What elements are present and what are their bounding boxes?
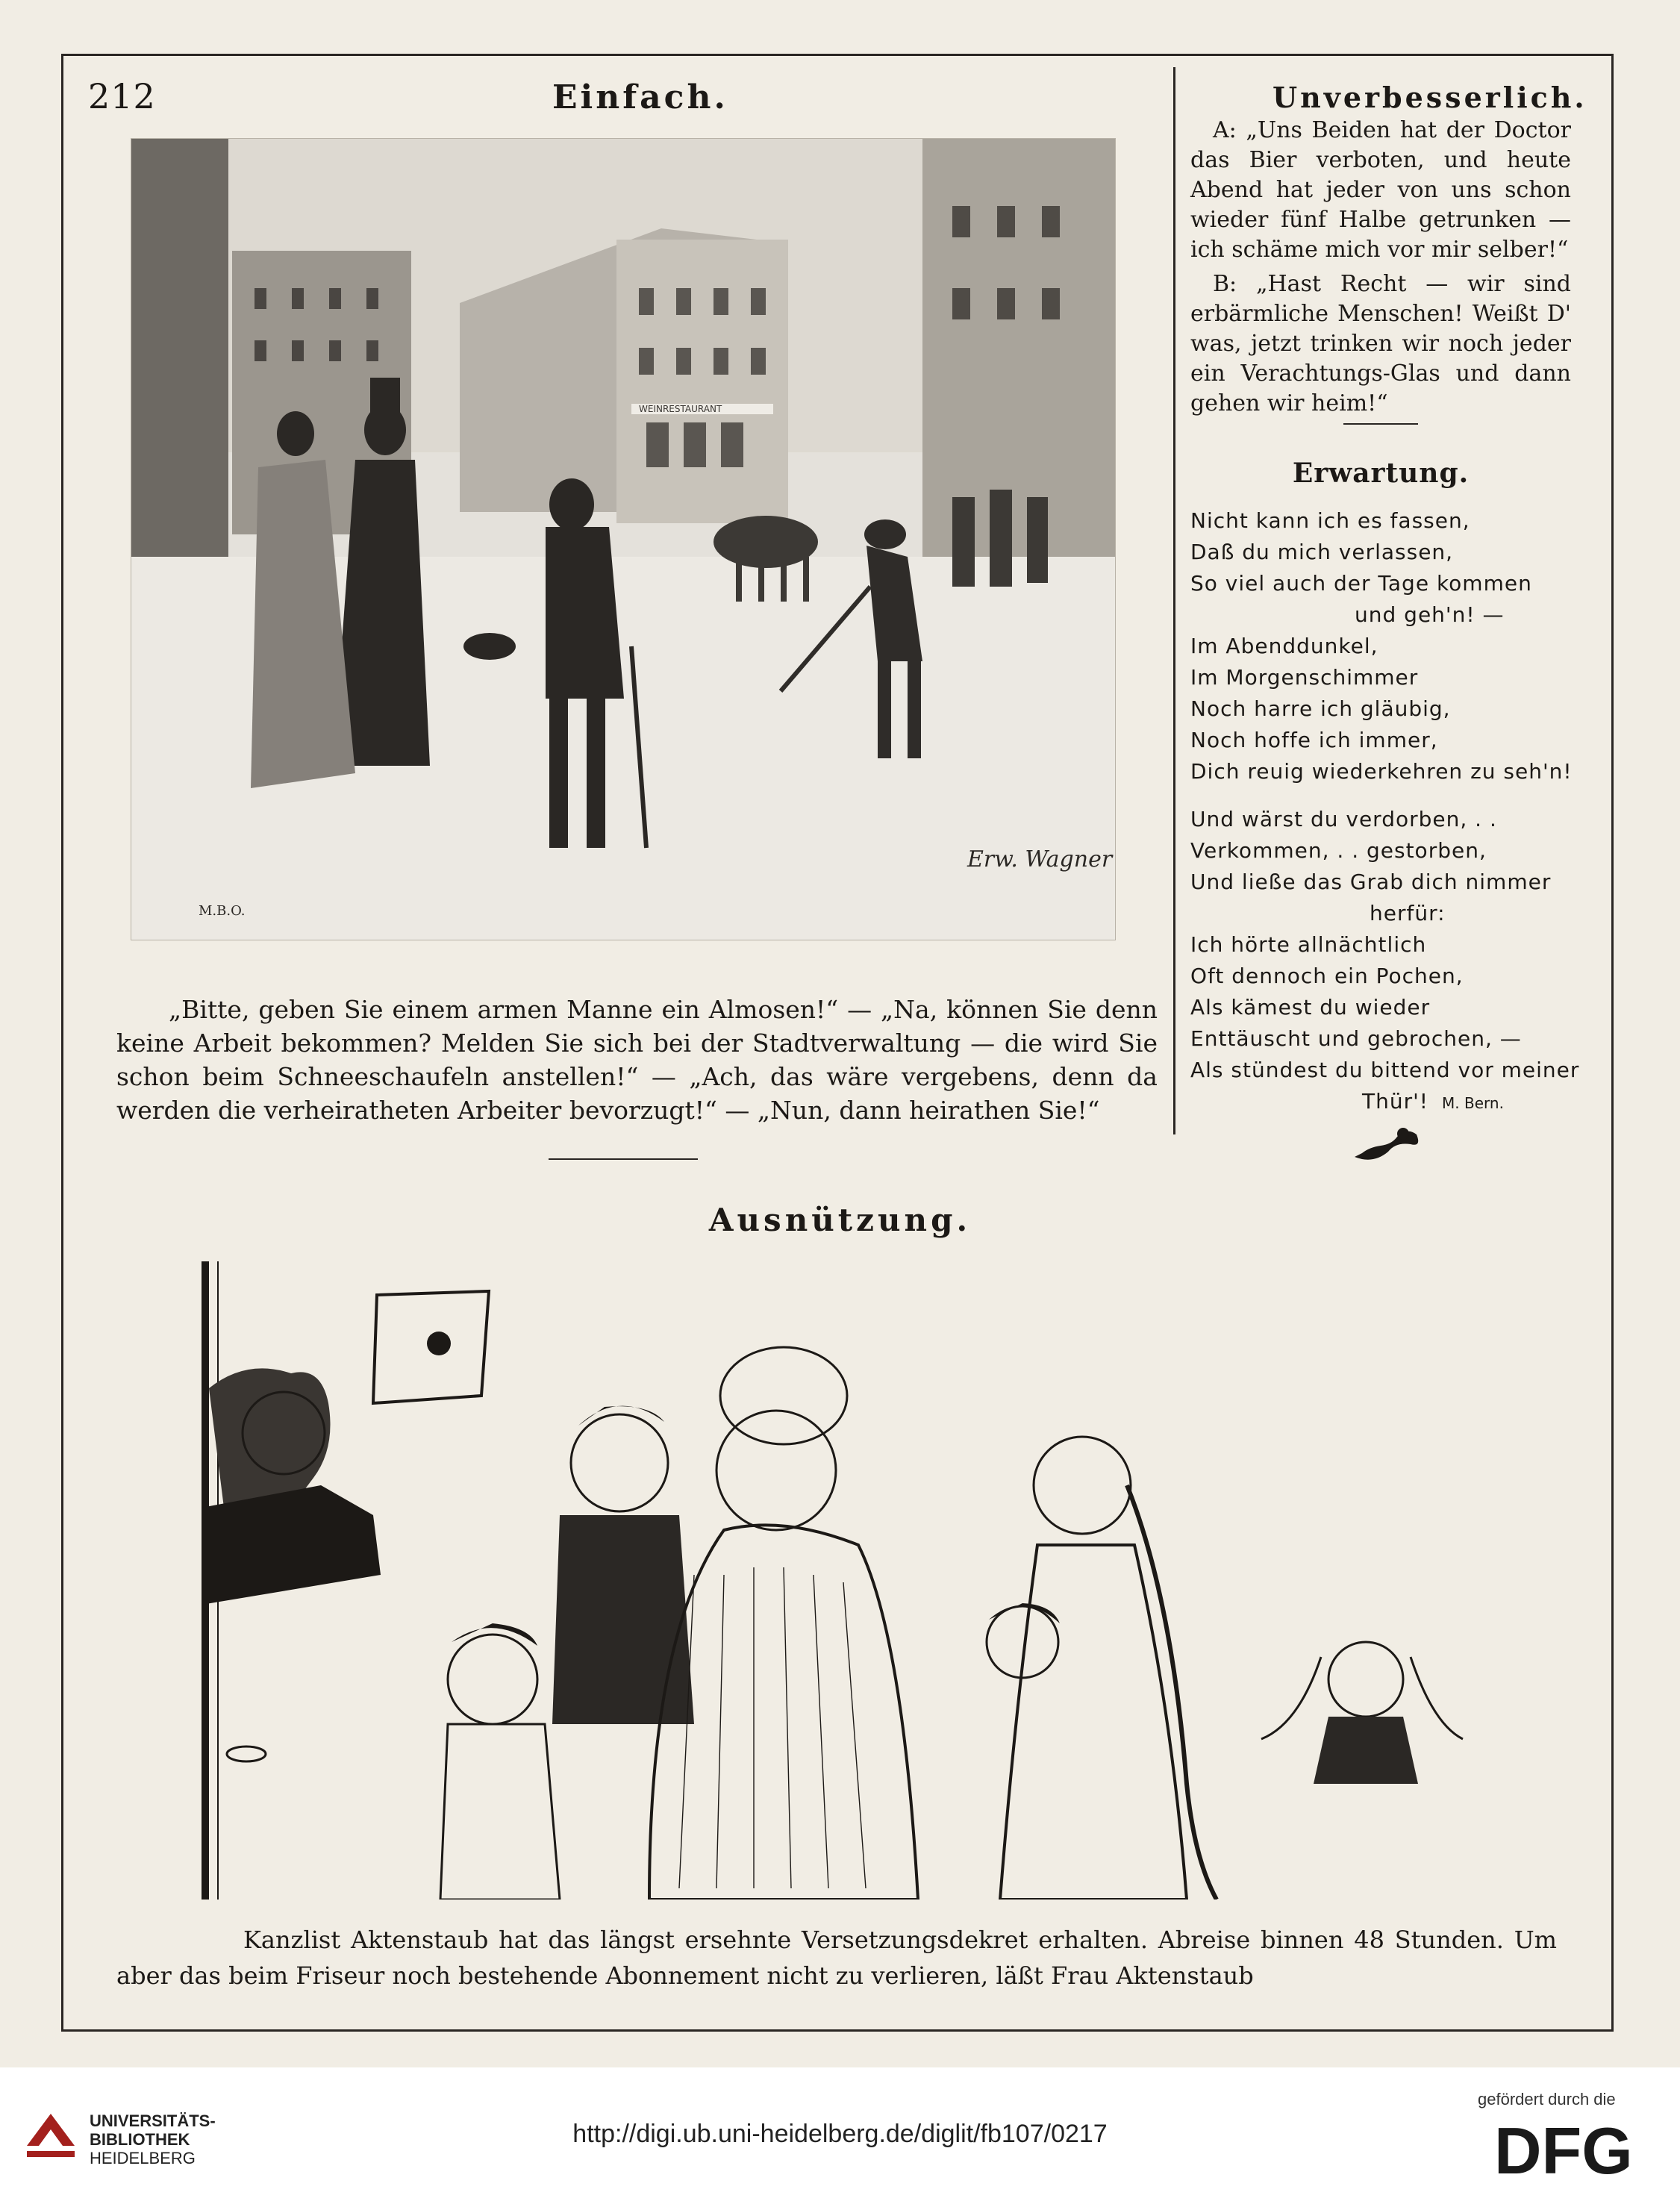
caption-paragraph: Kanzlist Aktenstaub hat das längst ersehnte Versetzungsdekret erhalten. Abreise binnen 48 Stunden. Um aber das beim Friseur noch bestehende Abonnement nicht zu verlieren, läßt Frau Aktenstaub: [116, 1926, 1557, 1990]
poem-line: Daß du mich verlassen,: [1190, 540, 1454, 564]
section-separator: [549, 1158, 698, 1160]
poem-line: Oft dennoch ein Pochen,: [1190, 964, 1464, 988]
poem-line: Noch hoffe ich immer,: [1190, 728, 1438, 752]
second-illustration-title: Ausnützung.: [708, 1202, 972, 1238]
building-sign: WEINRESTAURANT: [639, 404, 722, 414]
artist-signature: Erw. Wagner: [967, 846, 1113, 873]
caption-ausnuetzung: [116, 1922, 1557, 1994]
dialogue-b: B: „Hast Recht — wir sind erbärmliche Menschen! Weißt D' was, jetzt trinken wir noch jeder ein Verachtungs-Glas und dann gehen wir heim!“: [1190, 271, 1571, 416]
flourish-ornament-icon: [1351, 1123, 1425, 1168]
poem-line: So viel auch der Tage kommen: [1190, 571, 1532, 596]
poem-line: Als stündest du bittend vor meiner: [1190, 1058, 1580, 1082]
poem-erwartung: [1190, 505, 1580, 1119]
poem-line: herfür:: [1370, 901, 1446, 925]
poem-line: Und ließe das Grab dich nimmer: [1190, 870, 1552, 894]
poem-line: und geh'n! —: [1355, 602, 1505, 627]
poem-line: Nicht kann ich es fassen,: [1190, 508, 1470, 533]
poem-title: Erwartung.: [1292, 458, 1470, 489]
funding-note: gefördert durch die: [1478, 2090, 1616, 2108]
poem-line: Ich hörte allnächtlich: [1190, 932, 1427, 957]
family-scene-illustration: [202, 1261, 1508, 1900]
column-title: Unverbesserlich.: [1273, 81, 1587, 114]
poem-line: Als kämest du wieder: [1190, 995, 1431, 1020]
poem-line: Enttäuscht und gebrochen, —: [1190, 1026, 1522, 1051]
poem-line: Verkommen, . . gestorben,: [1190, 838, 1487, 863]
library-name-line: HEIDELBERG: [90, 2149, 196, 2167]
right-column: [1190, 112, 1580, 1119]
street-scene-illustration: [131, 138, 1116, 940]
poem-line: Noch harre ich gläubig,: [1190, 696, 1451, 721]
section-rule: [1343, 423, 1418, 425]
column-divider: [1173, 67, 1175, 1134]
poem-line: Thür'!: [1362, 1089, 1429, 1114]
artist-monogram: M.B.O.: [199, 903, 246, 919]
poem-last-line: [1190, 1086, 1571, 1119]
poem-author: M. Bern.: [1442, 1094, 1504, 1112]
dfg-logo-text: DFG: [1494, 2114, 1633, 2181]
poem-line: Im Morgenschimmer: [1190, 665, 1419, 690]
digital-library-link[interactable]: http://digi.ub.uni-heidelberg.de/diglit/fb107/0217: [572, 2120, 1108, 2148]
poem-line: Und wärst du verdorben, . .: [1190, 807, 1497, 831]
library-name-line: BIBLIOTHEK: [90, 2130, 190, 2149]
page-number: 212: [88, 76, 156, 116]
library-name-line: UNIVERSITÄTS-: [90, 2111, 216, 2130]
caption-einfach: [116, 993, 1158, 1127]
dfg-logo-icon: [1494, 2114, 1643, 2181]
poem-line: Dich reuig wiederkehren zu seh'n!: [1190, 759, 1573, 784]
illustration-title: Einfach.: [552, 78, 728, 116]
dialogue-a: A: „Uns Beiden hat der Doctor das Bier verboten, und heute Abend hat jeder von uns schon wieder fünf Halbe getrunken — ich schäme mich vor mir selber!“: [1190, 117, 1571, 263]
poem-line: Im Abenddunkel,: [1190, 634, 1378, 658]
caption-paragraph: „Bitte, geben Sie einem armen Manne ein Almosen!“ — „Na, können Sie denn keine Arbeit bekommen? Melden Sie sich bei der Stadtverwaltung — die wird Sie schon beim Schneeschaufeln anstellen!“ — „Ach, das wäre vergebens, denn da werden die verheiratheten Arbeiter bevorzugt!“ — „Nun, dann heirathen Sie!“: [116, 995, 1158, 1125]
